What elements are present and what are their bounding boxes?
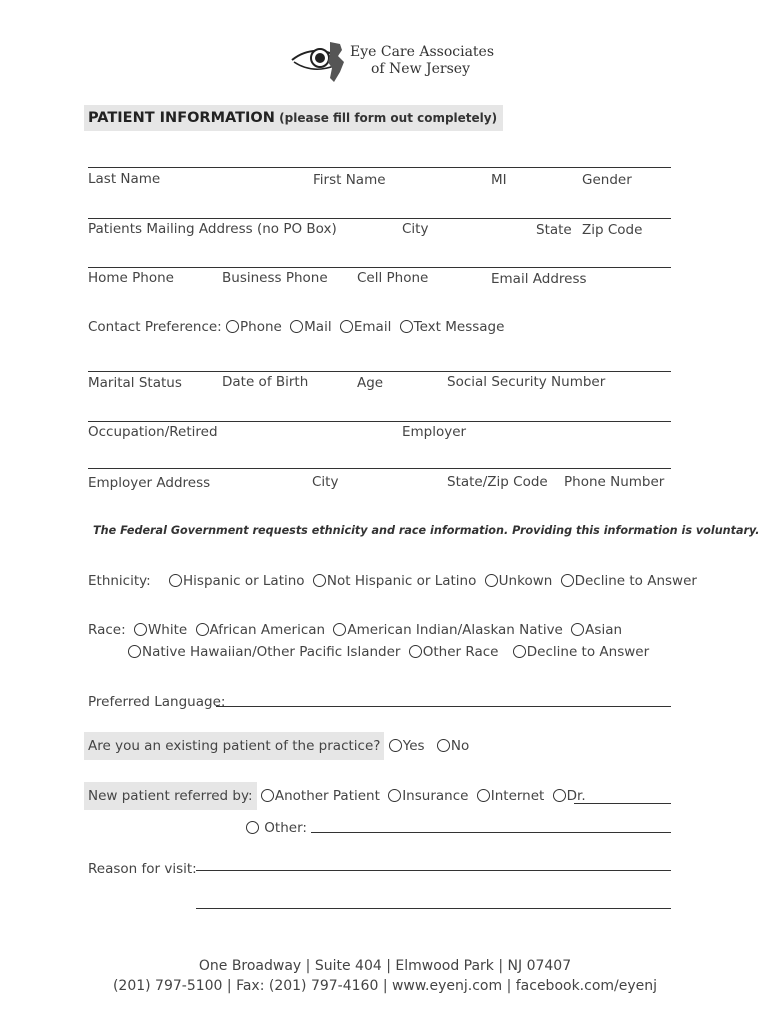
logo-line2: of New Jersey	[371, 61, 470, 77]
ethnicity-option-decline[interactable]: Decline to Answer	[561, 573, 697, 589]
race-group-line2	[128, 644, 653, 660]
footer-address: One Broadway | Suite 404 | Elmwood Park | NJ 07407	[198, 958, 572, 974]
existing-option-no[interactable]: No	[437, 738, 469, 754]
form-header	[84, 105, 503, 131]
address-label: Patients Mailing Address (no PO Box)	[88, 221, 337, 237]
radio-icon[interactable]	[389, 739, 402, 752]
referral-group	[84, 788, 590, 804]
contact-preference-label: Contact Preference:	[88, 319, 222, 335]
employer-state-zip-label: State/Zip Code	[447, 474, 548, 490]
radio-icon[interactable]	[409, 645, 422, 658]
mi-label: MI	[491, 172, 507, 188]
ssn-label: Social Security Number	[447, 374, 606, 390]
radio-icon[interactable]	[553, 789, 566, 802]
last-name-label: Last Name	[88, 171, 161, 187]
radio-icon[interactable]	[340, 320, 353, 333]
employer-label: Employer	[402, 424, 467, 440]
footer-contact: (201) 797-5100 | Fax: (201) 797-4160 | www.eyenj.com | facebook.com/eyenj	[112, 978, 658, 994]
voluntary-notice: The Federal Government requests ethnicity and race information. Providing this information is voluntary.	[93, 524, 760, 537]
radio-icon[interactable]	[477, 789, 490, 802]
race-group-line1	[88, 622, 626, 638]
reason-field-line2[interactable]	[196, 894, 671, 909]
rule-row5	[88, 421, 671, 422]
employer-address-label: Employer Address	[88, 475, 211, 491]
referral-option-another-patient[interactable]: Another Patient	[261, 788, 380, 804]
race-option-asian[interactable]: Asian	[571, 622, 622, 638]
radio-icon[interactable]	[388, 789, 401, 802]
radio-icon[interactable]	[313, 574, 326, 587]
referral-option-internet[interactable]: Internet	[477, 788, 545, 804]
existing-patient-group	[84, 738, 473, 754]
radio-icon[interactable]	[513, 645, 526, 658]
referral-doctor-field[interactable]	[574, 789, 671, 804]
race-option-american-indian[interactable]: American Indian/Alaskan Native	[333, 622, 562, 638]
ethnicity-label: Ethnicity:	[88, 573, 151, 589]
radio-icon[interactable]	[169, 574, 182, 587]
contact-preference	[88, 319, 508, 335]
gender-label: Gender	[582, 172, 632, 188]
preferred-language-label: Preferred Language:	[88, 694, 226, 710]
reason-field-line1[interactable]	[196, 856, 671, 871]
referral-other	[246, 820, 307, 836]
reason-label: Reason for visit:	[88, 861, 197, 877]
dob-label: Date of Birth	[222, 374, 309, 390]
referral-other-field[interactable]	[311, 818, 671, 833]
marital-status-label: Marital Status	[88, 375, 182, 391]
race-option-african-american[interactable]: African American	[196, 622, 326, 638]
race-option-decline[interactable]: Decline to Answer	[513, 644, 649, 660]
radio-icon[interactable]	[128, 645, 141, 658]
ethnicity-option-not-hispanic[interactable]: Not Hispanic or Latino	[313, 573, 477, 589]
radio-icon[interactable]	[571, 623, 584, 636]
employer-city-label: City	[312, 474, 339, 490]
race-label: Race:	[88, 622, 126, 638]
referral-label: New patient referred by:	[84, 782, 257, 810]
page-subtitle: (please fill form out completely)	[279, 111, 498, 125]
eye-new-jersey-icon	[290, 38, 352, 86]
radio-icon[interactable]	[261, 789, 274, 802]
rule-row1	[88, 167, 671, 168]
existing-option-yes[interactable]: Yes	[389, 738, 425, 754]
preferred-language-field[interactable]	[216, 690, 671, 707]
radio-icon[interactable]	[290, 320, 303, 333]
referral-other-label: Other:	[264, 820, 307, 836]
existing-patient-label: Are you an existing patient of the practice?	[84, 732, 384, 760]
logo-line1: Eye Care Associates	[350, 44, 495, 60]
referral-option-insurance[interactable]: Insurance	[388, 788, 468, 804]
age-label: Age	[357, 375, 384, 391]
rule-row3	[88, 267, 671, 268]
page-title: PATIENT INFORMATION	[88, 110, 275, 126]
zip-label: Zip Code	[582, 222, 643, 238]
business-phone-label: Business Phone	[222, 270, 328, 286]
radio-icon[interactable]	[400, 320, 413, 333]
radio-icon[interactable]	[437, 739, 450, 752]
radio-icon[interactable]	[226, 320, 239, 333]
employer-phone-label: Phone Number	[564, 474, 665, 490]
contact-option-mail[interactable]: Mail	[290, 319, 331, 335]
state-label: State	[536, 222, 572, 238]
ethnicity-group	[88, 573, 701, 589]
cell-phone-label: Cell Phone	[357, 270, 429, 286]
radio-icon[interactable]	[333, 623, 346, 636]
referral-option-doctor[interactable]: Dr.	[553, 788, 586, 804]
rule-row2	[88, 218, 671, 219]
radio-icon[interactable]	[561, 574, 574, 587]
race-option-white[interactable]: White	[134, 622, 187, 638]
city-label: City	[402, 221, 429, 237]
contact-option-email[interactable]: Email	[340, 319, 391, 335]
email-label: Email Address	[491, 271, 587, 287]
radio-icon[interactable]	[134, 623, 147, 636]
rule-row6	[88, 468, 671, 469]
home-phone-label: Home Phone	[88, 270, 174, 286]
radio-icon[interactable]	[196, 623, 209, 636]
race-option-other[interactable]: Other Race	[409, 644, 499, 660]
ethnicity-option-unknown[interactable]: Unkown	[485, 573, 553, 589]
first-name-label: First Name	[313, 172, 386, 188]
contact-option-phone[interactable]: Phone	[226, 319, 282, 335]
rule-row4	[88, 371, 671, 372]
contact-option-text[interactable]: Text Message	[400, 319, 505, 335]
race-option-native-hawaiian[interactable]: Native Hawaiian/Other Pacific Islander	[128, 644, 400, 660]
radio-icon[interactable]	[485, 574, 498, 587]
occupation-label: Occupation/Retired	[88, 424, 218, 440]
radio-icon[interactable]	[246, 821, 259, 834]
ethnicity-option-hispanic[interactable]: Hispanic or Latino	[169, 573, 305, 589]
